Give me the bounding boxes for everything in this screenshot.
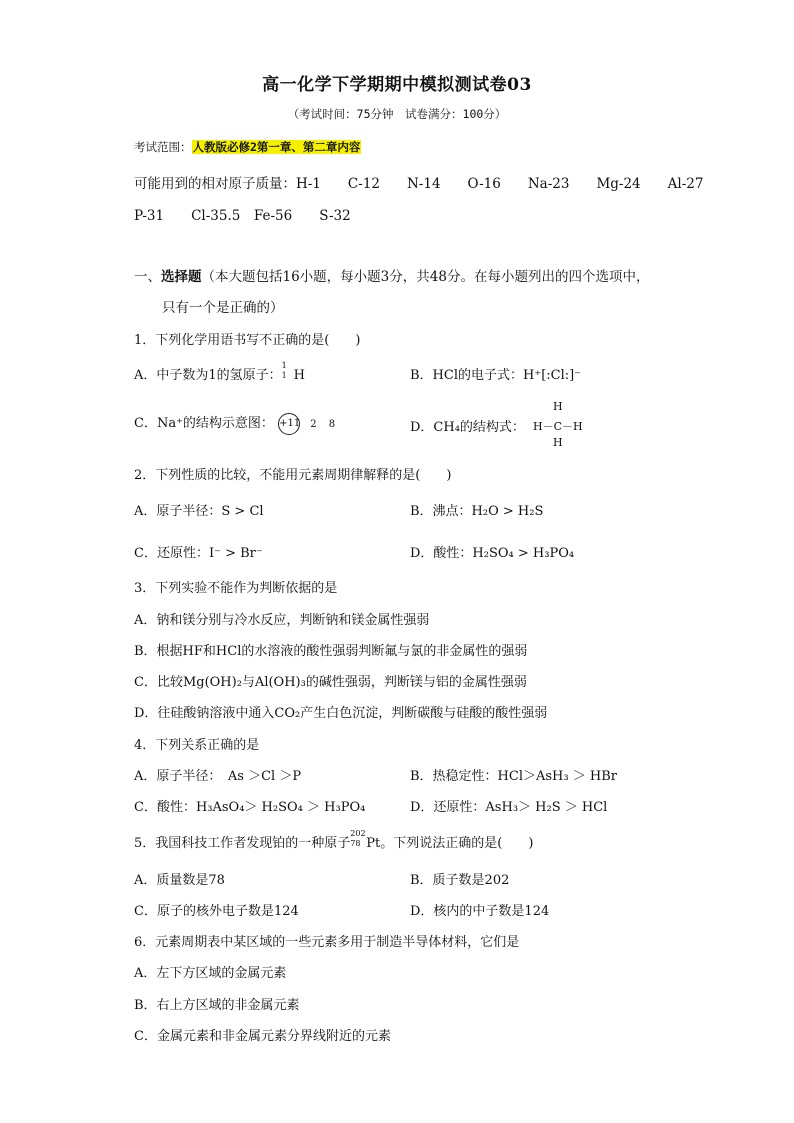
q4-option-b: B．热稳定性：HCl＞AsH₃ ＞ HBr: [410, 769, 617, 784]
exam-subtitle: （考试时间：75分钟 试卷满分：100分）: [287, 107, 507, 121]
q1-option-a: A．中子数为1的氢原子： 1 1 H: [134, 361, 306, 383]
ch4-bottom-h: H: [553, 436, 563, 449]
q1-option-b: B．HCl的电子式：H⁺[:Cl:]⁻: [410, 368, 582, 383]
q3-option-b: B．根据HF和HCl的水溶液的酸性强弱判断氟与氯的非金属性的强弱: [134, 644, 528, 659]
q4-option-d: D．还原性：AsH₃＞ H₂S ＞ HCl: [410, 800, 608, 815]
q3-option-d: D．往硅酸钠溶液中通入CO₂产生白色沉淀，判断碳酸与硅酸的酸性强弱: [134, 706, 548, 721]
q5-option-a: A．质量数是78: [134, 873, 225, 888]
q1-option-d: D．CH₄的结构式：: [410, 420, 525, 435]
q2-option-b: B．沸点：H₂O > H₂S: [410, 504, 544, 519]
q2-stem: 2．下列性质的比较，不能用元素周期律解释的是( ): [134, 468, 452, 483]
ch4-middle: H－C－H: [533, 420, 583, 433]
q5-stem: 5．我国科技工作者发现铂的一种原子 202 78 Pt。下列说法正确的是( ): [134, 829, 534, 851]
q3-option-c: C．比较Mg(OH)₂与Al(OH)₃的碱性强弱，判断镁与铝的金属性强弱: [134, 675, 527, 690]
q4-option-a: A．原子半径： As ＞Cl ＞P: [134, 769, 302, 784]
q2-option-c: C．还原性：I⁻ > Br⁻: [134, 546, 263, 561]
shell-1: 2: [310, 419, 317, 430]
platinum-isotope: 202 78: [350, 829, 366, 848]
q6-option-b: B．右上方区域的非金属元素: [134, 998, 300, 1013]
hydrogen-isotope: 1 1: [281, 361, 287, 380]
scope-value: 人教版必修2第一章、第二章内容: [192, 140, 361, 154]
exam-title: 高一化学下学期期中模拟测试卷03: [262, 75, 532, 95]
q6-option-a: A．左下方区域的金属元素: [134, 966, 287, 981]
exam-scope: [134, 139, 361, 155]
ch4-top-h: H: [553, 400, 563, 413]
scope-label: 考试范围：: [134, 140, 192, 154]
q3-option-a: A．钠和镁分别与冷水反应，判断钠和镁金属性强弱: [134, 613, 430, 628]
q1-option-c: C．Na⁺的结构示意图： +11 2 8: [134, 412, 335, 435]
nucleus-diagram: +11: [278, 413, 300, 435]
section-heading: [134, 265, 649, 285]
q6-option-c: C．金属元素和非金属元素分界线附近的元素: [134, 1029, 391, 1044]
atomic-masses-line2: P-31 Cl-35.5 Fe-56 S-32: [134, 208, 351, 224]
q5-option-d: D．核内的中子数是124: [410, 904, 550, 919]
q5-option-c: C．原子的核外电子数是124: [134, 904, 299, 919]
q2-option-a: A．原子半径：S > Cl: [134, 504, 264, 519]
q3-stem: 3．下列实验不能作为判断依据的是: [134, 581, 338, 596]
q6-stem: 6．元素周期表中某区域的一些元素多用于制造半导体材料，它们是: [134, 935, 520, 950]
shell-2: 8: [328, 419, 336, 430]
q2-option-d: D．酸性：H₂SO₄ > H₃PO₄: [410, 546, 575, 561]
q1-stem: 1．下列化学用语书写不正确的是( ): [134, 333, 361, 348]
atomic-masses-line1: 可能用到的相对原子质量：H-1 C-12 N-14 O-16 Na-23 Mg-24 Al-27: [134, 176, 704, 192]
q4-stem: 4．下列关系正确的是: [134, 738, 260, 753]
section-title: 选择题: [161, 269, 202, 285]
section-prefix: 一、: [134, 269, 161, 285]
q5-option-b: B．质子数是202: [410, 873, 510, 888]
section-heading-line2: 只有一个是正确的）: [162, 300, 284, 316]
q4-option-c: C．酸性：H₃AsO₄＞ H₂SO₄ ＞ H₃PO₄: [134, 800, 366, 815]
section-description: （本大题包括16小题，每小题3分，共48分。在每小题列出的四个选项中，: [201, 269, 650, 285]
